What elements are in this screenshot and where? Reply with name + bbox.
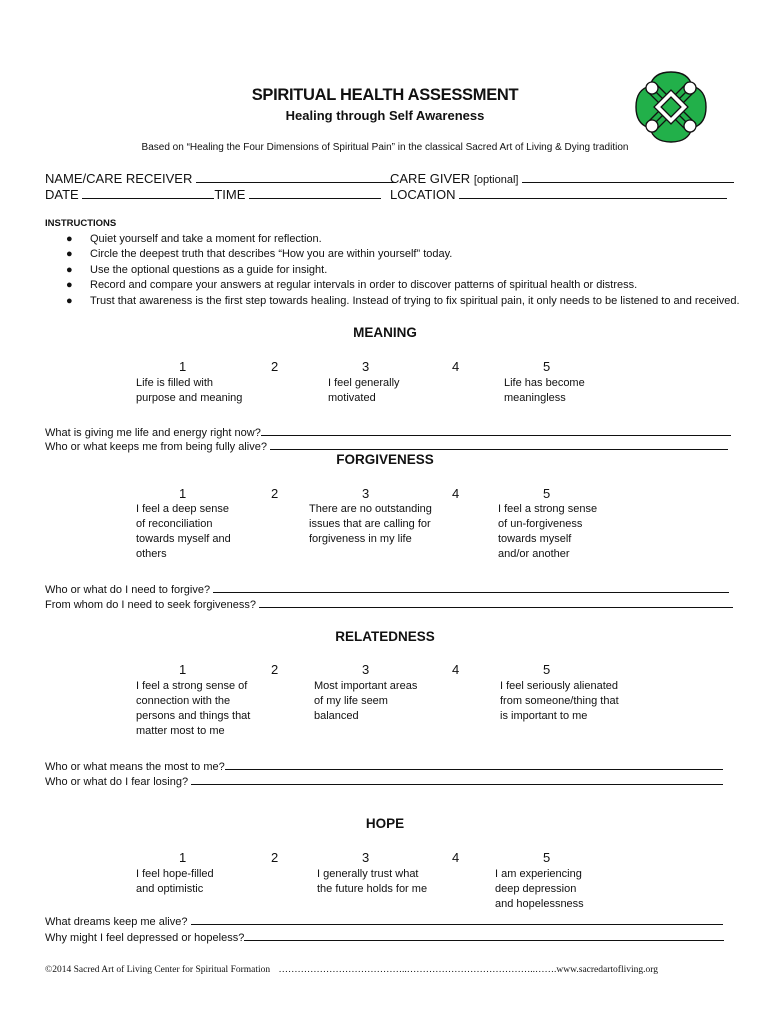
list-item: ● Quiet yourself and take a moment for reflection. — [66, 233, 322, 245]
scale-2[interactable]: 2 — [271, 486, 279, 501]
caregiver-field[interactable] — [390, 170, 734, 186]
list-item: ● Record and compare your answers at regular intervals in order to discover patterns of spiritual health or distress. — [66, 279, 638, 292]
celtic-knot-icon — [632, 68, 710, 146]
scale-desc-5: I feel a strong sense of un-forgiveness towards myself and/or another — [498, 503, 598, 560]
list-item: ● Use the optional questions as a guide for insight. — [66, 263, 328, 276]
question-label: What is giving me life and energy right now? — [45, 427, 261, 439]
scale-1[interactable]: 1 — [179, 359, 187, 374]
caregiver-label: CARE GIVER — [390, 171, 471, 186]
date-label: DATE — [45, 187, 79, 202]
basis-note: Based on “Healing the Four Dimensions of Spiritual Pain” in the classical Sacred Art of Living & Dying tradition — [141, 142, 629, 153]
scale-5[interactable]: 5 — [543, 359, 551, 374]
scale-5[interactable]: 5 — [543, 486, 551, 501]
scale-3[interactable]: 3 — [362, 486, 370, 501]
scale-4[interactable]: 4 — [452, 486, 460, 501]
list-item: ● Circle the deepest truth that describes “How you are within yourself” today. — [66, 248, 453, 261]
scale-3[interactable]: 3 — [362, 662, 370, 677]
scale-desc-3: There are no outstanding issues that are calling for forgiveness in my life — [309, 503, 432, 545]
section-title-hope: HOPE — [365, 816, 405, 831]
scale-desc-5: I am experiencing deep depression and hopelessness — [495, 868, 584, 910]
question-label: Why might I feel depressed or hopeless? — [45, 932, 245, 944]
instructions-list — [45, 232, 740, 309]
footer-copyright: ©2014 Sacred Art of Living Center for Spiritual Formation — [45, 965, 271, 975]
question-label: From whom do I need to seek forgiveness? — [45, 599, 256, 611]
scale-2[interactable]: 2 — [271, 359, 279, 374]
section-title-relatedness: RELATEDNESS — [335, 629, 435, 644]
scale-desc-1: I feel a deep sense of reconciliation towards myself and others — [136, 503, 231, 560]
question-label: Who or what means the most to me? — [45, 761, 225, 773]
question-field[interactable] — [45, 595, 733, 611]
date-field[interactable] — [45, 186, 381, 202]
question-field[interactable] — [45, 580, 729, 596]
scale-5[interactable]: 5 — [543, 662, 551, 677]
scale-1[interactable]: 1 — [179, 486, 187, 501]
scale-2[interactable]: 2 — [271, 850, 279, 865]
name-field[interactable] — [45, 170, 396, 186]
scale-desc-5: Life has become meaningless — [504, 377, 585, 404]
footer-website[interactable]: .www.sacredartofliving.org — [554, 965, 658, 975]
question-label: Who or what do I need to forgive? — [45, 584, 211, 596]
scale-2[interactable]: 2 — [271, 662, 279, 677]
time-label: TIME — [214, 187, 246, 202]
scale-desc-1: I feel a strong sense of connection with the persons and things that matter most to me — [136, 680, 251, 737]
question-field[interactable] — [45, 928, 724, 944]
scale-3[interactable]: 3 — [362, 359, 370, 374]
question-field[interactable] — [45, 757, 723, 773]
scale-desc-3: Most important areas of my life seem balanced — [314, 680, 418, 722]
scale-5[interactable]: 5 — [543, 850, 551, 865]
instructions-heading: INSTRUCTIONS — [45, 218, 117, 229]
scale-desc-5: I feel seriously alienated from someone/thing that is important to me — [500, 680, 619, 722]
scale-1[interactable]: 1 — [179, 850, 187, 865]
question-field[interactable] — [45, 437, 728, 453]
caregiver-optional: [optional] — [473, 174, 519, 186]
question-field[interactable] — [45, 912, 723, 928]
scale-3[interactable]: 3 — [362, 850, 370, 865]
section-title-meaning: MEANING — [353, 325, 417, 340]
section-title-forgiveness: FORGIVENESS — [336, 452, 434, 467]
location-label: LOCATION — [390, 187, 456, 202]
footer-dots: …………………………………..…………………………………..…… — [278, 965, 555, 975]
scale-4[interactable]: 4 — [452, 662, 460, 677]
page-title: SPIRITUAL HEALTH ASSESSMENT — [251, 86, 519, 104]
name-label: NAME/CARE RECEIVER — [45, 171, 193, 186]
question-label: Who or what keeps me from being fully alive? — [45, 441, 267, 453]
scale-4[interactable]: 4 — [452, 850, 460, 865]
list-item: ● Trust that awareness is the first step towards healing. Instead of trying to fix spiritual pain, it only needs to be listened to and received. — [66, 294, 740, 307]
scale-desc-1: I feel hope-filled and optimistic — [136, 868, 214, 895]
question-field[interactable] — [45, 772, 723, 788]
footer — [45, 965, 658, 975]
scale-1[interactable]: 1 — [179, 662, 187, 677]
scale-desc-1: Life is filled with purpose and meaning — [136, 377, 243, 404]
location-field[interactable] — [390, 186, 727, 202]
scale-4[interactable]: 4 — [452, 359, 460, 374]
scale-desc-3: I generally trust what the future holds for me — [317, 868, 428, 895]
question-label: Who or what do I fear losing? — [45, 776, 189, 788]
page-subtitle: Healing through Self Awareness — [285, 108, 485, 123]
question-label: What dreams keep me alive? — [45, 916, 188, 928]
scale-desc-3: I feel generally motivated — [328, 377, 400, 404]
